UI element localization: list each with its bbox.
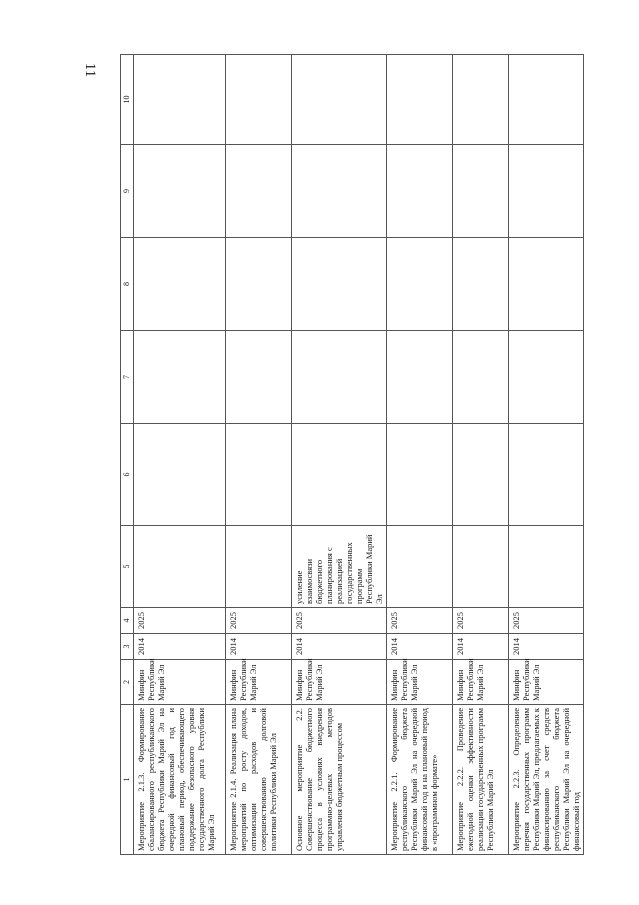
table-cell bbox=[292, 145, 387, 238]
table-cell bbox=[134, 238, 226, 331]
executor-cell: Минфин Республики Марий Эл bbox=[292, 660, 387, 705]
column-header: 6 bbox=[121, 424, 134, 526]
page-number: 11 bbox=[82, 62, 98, 78]
measure-name-cell: Мероприятие 2.2.1. Формирование республиканского бюджета Республики Марий Эл на очередной финансовый год и на плановый период в «программном формате» bbox=[387, 705, 453, 855]
table-cell bbox=[453, 238, 509, 331]
table-cell bbox=[292, 55, 387, 145]
table-cell bbox=[134, 424, 226, 526]
measure-name-cell: Мероприятие 2.1.3. Формирование сбалансированного республиканского бюджета Республики Марий Эл на очередной финансовый год и плановый период, обеспечивающего поддержание безопасного уровня государственного долга Республики Марий Эл bbox=[134, 705, 226, 855]
measures-table bbox=[120, 54, 584, 855]
table-cell bbox=[509, 331, 584, 424]
table-cell bbox=[509, 145, 584, 238]
table-cell bbox=[226, 424, 292, 526]
result-cell bbox=[509, 526, 584, 608]
table-cell bbox=[387, 145, 453, 238]
end-year-cell: 2025 bbox=[292, 608, 387, 634]
column-header: 9 bbox=[121, 145, 134, 238]
end-year-cell: 2025 bbox=[509, 608, 584, 634]
table-cell bbox=[509, 55, 584, 145]
result-cell bbox=[387, 526, 453, 608]
result-cell bbox=[134, 526, 226, 608]
table-cell bbox=[134, 145, 226, 238]
end-year-cell: 2025 bbox=[226, 608, 292, 634]
measure-name-cell: Мероприятие 2.2.3. Определение перечня государственных программ Республики Марий Эл, предлагаемых к финансированию за счет средств республиканского бюджета Республики Марий Эл на очередной финансовый год bbox=[509, 705, 584, 855]
table-cell bbox=[509, 424, 584, 526]
result-cell bbox=[453, 526, 509, 608]
measure-name-cell: Мероприятие 2.2.2. Проведение ежегодной оценки эффективности реализации государственных программ Республики Марий Эл bbox=[453, 705, 509, 855]
table-cell bbox=[226, 238, 292, 331]
start-year-cell: 2014 bbox=[292, 634, 387, 660]
result-cell bbox=[226, 526, 292, 608]
table-cell bbox=[226, 331, 292, 424]
start-year-cell: 2014 bbox=[387, 634, 453, 660]
column-header: 1 bbox=[121, 705, 134, 855]
column-header: 2 bbox=[121, 660, 134, 705]
end-year-cell: 2025 bbox=[453, 608, 509, 634]
measure-name-cell: Мероприятие 2.1.4. Реализация плана мероприятий по росту доходов, оптимизации расходов и совершенствованию долговой политики Республики Марий Эл bbox=[226, 705, 292, 855]
table-cell bbox=[453, 145, 509, 238]
start-year-cell: 2014 bbox=[509, 634, 584, 660]
executor-cell: Минфин Республики Марий Эл bbox=[509, 660, 584, 705]
table-cell bbox=[134, 55, 226, 145]
end-year-cell: 2025 bbox=[387, 608, 453, 634]
table-row bbox=[453, 55, 509, 855]
table-cell bbox=[226, 55, 292, 145]
table-row bbox=[387, 55, 453, 855]
table-cell bbox=[453, 424, 509, 526]
column-header: 8 bbox=[121, 238, 134, 331]
column-header: 7 bbox=[121, 331, 134, 424]
start-year-cell: 2014 bbox=[453, 634, 509, 660]
executor-cell: Минфин Республики Марий Эл bbox=[387, 660, 453, 705]
executor-cell: Минфин Республики Марий Эл bbox=[134, 660, 226, 705]
table-cell bbox=[509, 238, 584, 331]
column-header: 10 bbox=[121, 55, 134, 145]
end-year-cell: 2025 bbox=[134, 608, 226, 634]
header-row bbox=[121, 55, 134, 855]
table-cell bbox=[387, 424, 453, 526]
table-cell bbox=[292, 238, 387, 331]
table-row bbox=[226, 55, 292, 855]
column-header: 3 bbox=[121, 634, 134, 660]
table-row bbox=[134, 55, 226, 855]
table-cell bbox=[292, 424, 387, 526]
column-header: 4 bbox=[121, 608, 134, 634]
rotated-table-container bbox=[120, 55, 620, 855]
executor-cell: Минфин Республики Марий Эл bbox=[453, 660, 509, 705]
table-cell bbox=[226, 145, 292, 238]
table-cell bbox=[387, 331, 453, 424]
start-year-cell: 2014 bbox=[226, 634, 292, 660]
column-header: 5 bbox=[121, 526, 134, 608]
table-cell bbox=[387, 238, 453, 331]
table-cell bbox=[134, 331, 226, 424]
executor-cell: Минфин Республики Марий Эл bbox=[226, 660, 292, 705]
table-cell bbox=[387, 55, 453, 145]
table-row bbox=[509, 55, 584, 855]
measure-name-cell: Основное мероприятие 2.2. Совершенствование бюджетного процесса в условиях внедрения программно-целевых методов управления бюджетным процессом bbox=[292, 705, 387, 855]
result-cell: усиление взаимосвязи бюджетного планирования с реализацией государственных программ Республики Марий Эл bbox=[292, 526, 387, 608]
table-row bbox=[292, 55, 387, 855]
table-cell bbox=[292, 331, 387, 424]
table-cell bbox=[453, 55, 509, 145]
table-cell bbox=[453, 331, 509, 424]
start-year-cell: 2014 bbox=[134, 634, 226, 660]
